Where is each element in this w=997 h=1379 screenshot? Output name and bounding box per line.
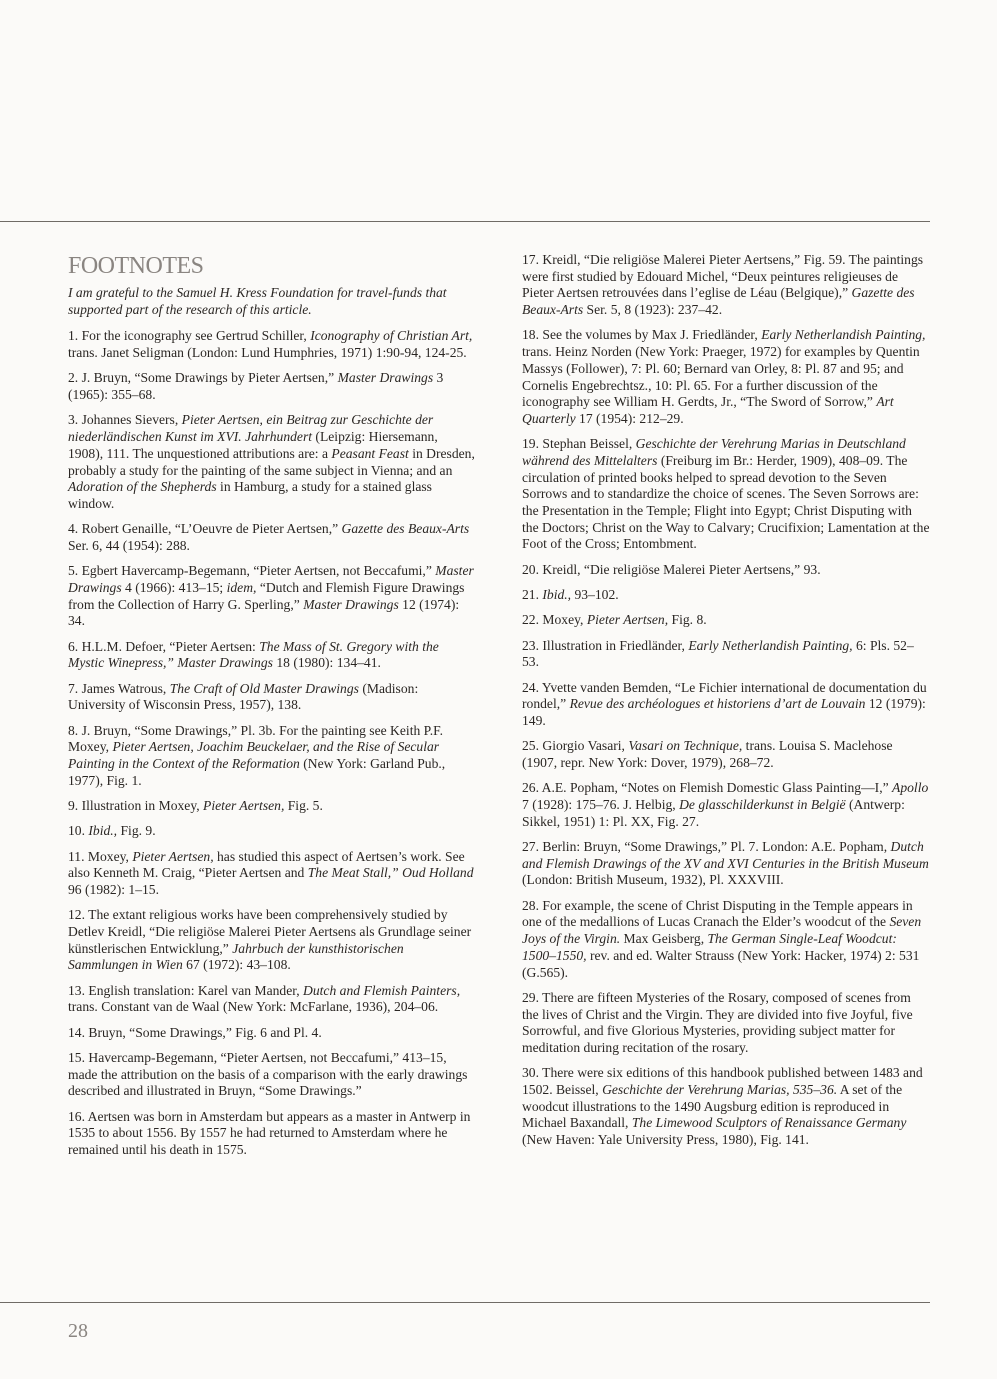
footnote-item: 4. Robert Genaille, “L’Oeuvre de Pieter Aertsen,” Gazette des Beaux-Arts Ser. 6, 44 (1954): 288.: [68, 521, 470, 553]
footnote-item: 9. Illustration in Moxey, Pieter Aertsen, Fig. 5.: [68, 798, 323, 814]
footnote-item: 21. Ibid., 93–102.: [522, 587, 619, 603]
footnote-item: 16. Aertsen was born in Amsterdam but appears as a master in Antwerp in 1535 to about 1556. By 1557 he had returned to Amsterdam where he remained until his death in 1575.: [68, 1108, 471, 1158]
footnote-item: 23. Illustration in Friedländer, Early Netherlandish Painting, 6: Pls. 52–53.: [522, 637, 914, 670]
footnote-item: 22. Moxey, Pieter Aertsen, Fig. 8.: [522, 612, 707, 628]
footnote-item: 8. J. Bruyn, “Some Drawings,” Pl. 3b. For the painting see Keith P.F. Moxey, Pieter Aertsen, Joachim Beuckelaer, and the Rise of Secular Painting in the Context of the Reformation (New York: Garland Pub., 1977), Fig. 1.: [68, 722, 446, 788]
footnote-item: 29. There are fifteen Mysteries of the Rosary, composed of scenes from the lives of Christ and the Virgin. They are divided into five Joyful, five Sorrowful, and five Glorious Mysteries, providing subject matter for meditation during recitation of the rosary.: [522, 989, 913, 1055]
footnote-item: 1. For the iconography see Gertrud Schiller, Iconography of Christian Art, trans. Janet Seligman (London: Lund Humphries, 1971) 1:90-94, 124-25.: [68, 328, 473, 361]
footnote-item: 19. Stephan Beissel, Geschichte der Verehrung Marias in Deutschland während des Mittelalters (Freiburg im Br.: Herder, 1909), 408–09. The circulation of printed books helped to spread devotion to the Seven Sorrows and to standardize the choice of scenes. The Seven Sorrows are: the Presentation in the Temple; Flight into Egypt; Christ Disputing with the Doctors; Christ on the Way to Calvary; Crucifixion; Lamentation at the Foot of the Cross; Entombment.: [522, 436, 930, 552]
acknowledgement: I am grateful to the Samuel H. Kress Foundation for travel-funds that supported part of the research of this article.: [68, 285, 447, 317]
footnote-item: 13. English translation: Karel van Mander, Dutch and Flemish Painters, trans. Constant van de Waal (New York: McFarlane, 1936), 204–06.: [68, 982, 461, 1015]
bottom-rule: [0, 1302, 930, 1303]
footnote-item: 30. There were six editions of this handbook published between 1483 and 1502. Beissel, Geschichte der Verehrung Marias, 535–36. A set of the woodcut illustrations to the 1490 Augsburg edition is reproduced in Michael Baxandall, The Limewood Sculptors of Renaissance Germany (New Haven: Yale University Press, 1980), Fig. 141.: [522, 1065, 923, 1148]
footnote-item: 18. See the volumes by Max J. Friedländer, Early Netherlandish Painting, trans. Heinz Norden (New York: Praeger, 1972) for examples by Quentin Massys (Follower), 7: Pl. 60; Bernard van Orley, 8: Pl. 87 and 95; and Cornelis Engebrechtsz., 10: Pl. 65. For a further discussion of the iconography see William H. Gerdts, Jr., “The Sword of Sorrow,” Art Quarterly 17 (1954): 212–29.: [522, 327, 926, 426]
footnotes-heading: FOOTNOTES: [68, 253, 204, 279]
footnote-item: 28. For example, the scene of Christ Disputing in the Temple appears in one of the medallions of Lucas Cranach the Elder’s woodcut of the Seven Joys of the Virgin. Max Geisberg, The German Single-Leaf Woodcut: 1500–1550, rev. and ed. Walter Strauss (New York: Hacker, 1974) 2: 531 (G.565).: [522, 897, 922, 980]
footnote-item: 5. Egbert Havercamp-Begemann, “Pieter Aertsen, not Beccafumi,” Master Drawings 4 (1966): 413–15; idem, “Dutch and Flemish Figure Drawings from the Collection of Harry G. Sperling,” Master Drawings 12 (1974): 34.: [68, 563, 474, 629]
footnote-item: 24. Yvette vanden Bemden, “Le Fichier international de documentation du rondel,” Revue des archéologues et historiens d’art de Louvain 12 (1979): 149.: [522, 679, 927, 729]
footnote-item: 6. H.L.M. Defoer, “Pieter Aertsen: The Mass of St. Gregory with the Mystic Winepress,” Master Drawings 18 (1980): 134–41.: [68, 638, 439, 671]
left-footnote-list: [68, 328, 476, 1158]
page-number: 28: [68, 1320, 88, 1342]
footnote-item: 25. Giorgio Vasari, Vasari on Technique, trans. Louisa S. Maclehose (1907, repr. New York: Dover, 1979), 268–72.: [522, 738, 893, 771]
footnote-item: 10. Ibid., Fig. 9.: [68, 823, 156, 839]
footnote-item: 15. Havercamp-Begemann, “Pieter Aertsen, not Beccafumi,” 413–15, made the attribution on the basis of a comparison with the early drawings described and illustrated in Bruyn, “Some Drawings.”: [68, 1050, 468, 1099]
right-footnote-list: [522, 252, 930, 1149]
footnote-item: 14. Bruyn, “Some Drawings,” Fig. 6 and Pl. 4.: [68, 1024, 322, 1040]
left-column: [68, 252, 476, 1167]
footnote-item: 20. Kreidl, “Die religiöse Malerei Pieter Aertsens,” 93.: [522, 561, 821, 577]
top-rule: [0, 221, 930, 222]
footnote-item: 3. Johannes Sievers, Pieter Aertsen, ein Beitrag zur Geschichte der niederländischen Kunst im XVI. Jahrhundert (Leipzig: Hiersemann, 1908), 111. The unquestioned attributions are: a Peasant Feast in Dresden, probably a study for the painting of the same subject in Vienna; and an Adoration of the Shepherds in Hamburg, a study for a stained glass window.: [68, 412, 475, 511]
footnote-item: 11. Moxey, Pieter Aertsen, has studied this aspect of Aertsen’s work. See also Kenneth M. Craig, “Pieter Aertsen and The Meat Stall,” Oud Holland 96 (1982): 1–15.: [68, 848, 474, 898]
footnote-item: 7. James Watrous, The Craft of Old Master Drawings (Madison: University of Wisconsin Press, 1957), 138.: [68, 680, 419, 713]
footnote-item: 17. Kreidl, “Die religiöse Malerei Pieter Aertsens,” Fig. 59. The paintings were first studied by Edouard Michel, “Deux peintures religieuses de Pieter Aertsen retrouvées dans l’eglise de Léau (Belgique),” Gazette des Beaux-Arts Ser. 5, 8 (1923): 237–42.: [522, 252, 924, 318]
footnote-item: 12. The extant religious works have been comprehensively studied by Detlev Kreidl, “Die religiöse Malerei Pieter Aertsens als Grundlage seiner künstlerischen Entwicklung,” Jahrbuch der kunsthistorischen Sammlungen in Wien 67 (1972): 43–108.: [68, 907, 472, 973]
right-column: [522, 252, 930, 1157]
footnote-item: 26. A.E. Popham, “Notes on Flemish Domestic Glass Painting—I,” Apollo 7 (1928): 175–76. J. Helbig, De glasschilderkunst in België (Antwerp: Sikkel, 1951) 1: Pl. XX, Fig. 27.: [522, 780, 929, 829]
footnote-item: 27. Berlin: Bruyn, “Some Drawings,” Pl. 7. London: A.E. Popham, Dutch and Flemish Drawings of the XV and XVI Centuries in the British Museum (London: British Museum, 1932), Pl. XXXVIII.: [522, 839, 929, 888]
footnote-item: 2. J. Bruyn, “Some Drawings by Pieter Aertsen,” Master Drawings 3 (1965): 355–68.: [68, 370, 444, 403]
